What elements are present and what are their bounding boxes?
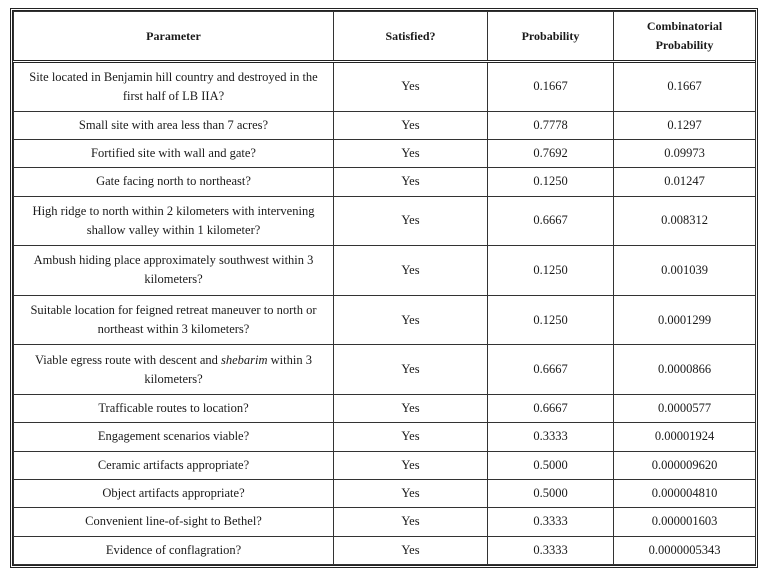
table-row	[14, 139, 756, 167]
table-row	[14, 246, 756, 296]
cell-satisfied: Yes	[334, 423, 488, 451]
cell-probability: 0.7692	[488, 139, 614, 167]
cell-satisfied: Yes	[334, 295, 488, 345]
table-row	[14, 423, 756, 451]
cell-parameter: Object artifacts appropriate?	[14, 479, 334, 507]
table-row	[14, 345, 756, 395]
cell-combinatorial: 0.00001924	[614, 423, 756, 451]
cell-satisfied: Yes	[334, 394, 488, 422]
cell-probability: 0.1250	[488, 246, 614, 296]
cell-combinatorial: 0.008312	[614, 196, 756, 246]
table-row	[14, 62, 756, 112]
cell-parameter: Site located in Benjamin hill country and destroyed in the first half of LB IIA?	[14, 62, 334, 112]
table-header-row	[14, 12, 756, 62]
cell-combinatorial: 0.1297	[614, 111, 756, 139]
table-row	[14, 196, 756, 246]
cell-satisfied: Yes	[334, 111, 488, 139]
cell-satisfied: Yes	[334, 246, 488, 296]
cell-parameter: Trafficable routes to location?	[14, 394, 334, 422]
table-row	[14, 536, 756, 564]
cell-parameter-pre: Viable egress route with descent and	[35, 352, 221, 367]
cell-parameter: Evidence of conflagration?	[14, 536, 334, 564]
cell-probability: 0.3333	[488, 508, 614, 536]
cell-combinatorial: 0.09973	[614, 139, 756, 167]
cell-probability: 0.1667	[488, 62, 614, 112]
cell-combinatorial: 0.0001299	[614, 295, 756, 345]
table-row	[14, 111, 756, 139]
cell-probability: 0.1250	[488, 168, 614, 196]
cell-parameter: Ceramic artifacts appropriate?	[14, 451, 334, 479]
cell-parameter: Ambush hiding place approximately southwest within 3 kilometers?	[14, 246, 334, 296]
table-row	[14, 451, 756, 479]
cell-parameter-post: within 3 kilometers?	[144, 352, 312, 386]
cell-satisfied: Yes	[334, 62, 488, 112]
cell-probability: 0.3333	[488, 536, 614, 564]
header-probability: Probability	[488, 12, 614, 62]
cell-combinatorial: 0.000004810	[614, 479, 756, 507]
header-parameter: Parameter	[14, 12, 334, 62]
cell-satisfied: Yes	[334, 479, 488, 507]
cell-probability: 0.7778	[488, 111, 614, 139]
cell-satisfied: Yes	[334, 345, 488, 395]
cell-combinatorial: 0.000009620	[614, 451, 756, 479]
table-row	[14, 168, 756, 196]
cell-satisfied: Yes	[334, 508, 488, 536]
cell-combinatorial: 0.01247	[614, 168, 756, 196]
cell-parameter: Convenient line-of-sight to Bethel?	[14, 508, 334, 536]
cell-combinatorial: 0.1667	[614, 62, 756, 112]
cell-parameter: Engagement scenarios viable?	[14, 423, 334, 451]
table-row	[14, 394, 756, 422]
cell-parameter-italic: shebarim	[221, 352, 268, 367]
cell-probability: 0.5000	[488, 479, 614, 507]
cell-parameter: Gate facing north to northeast?	[14, 168, 334, 196]
cell-combinatorial: 0.0000577	[614, 394, 756, 422]
cell-parameter	[14, 345, 334, 395]
cell-satisfied: Yes	[334, 196, 488, 246]
parameter-table-frame	[10, 8, 758, 568]
cell-satisfied: Yes	[334, 451, 488, 479]
cell-probability: 0.5000	[488, 451, 614, 479]
cell-probability: 0.1250	[488, 295, 614, 345]
table-row	[14, 295, 756, 345]
cell-satisfied: Yes	[334, 536, 488, 564]
cell-parameter: Fortified site with wall and gate?	[14, 139, 334, 167]
cell-parameter: Suitable location for feigned retreat maneuver to north or northeast within 3 kilometers?	[14, 295, 334, 345]
cell-combinatorial: 0.001039	[614, 246, 756, 296]
cell-parameter: Small site with area less than 7 acres?	[14, 111, 334, 139]
table-row	[14, 479, 756, 507]
header-combinatorial-probability: Combinatorial Probability	[614, 12, 756, 62]
parameter-table	[13, 11, 756, 565]
cell-parameter: High ridge to north within 2 kilometers with intervening shallow valley within 1 kilometer?	[14, 196, 334, 246]
cell-probability: 0.6667	[488, 394, 614, 422]
table-row	[14, 508, 756, 536]
cell-satisfied: Yes	[334, 139, 488, 167]
cell-probability: 0.6667	[488, 345, 614, 395]
cell-probability: 0.6667	[488, 196, 614, 246]
cell-combinatorial: 0.0000005343	[614, 536, 756, 564]
cell-combinatorial: 0.000001603	[614, 508, 756, 536]
header-satisfied: Satisfied?	[334, 12, 488, 62]
cell-combinatorial: 0.0000866	[614, 345, 756, 395]
cell-satisfied: Yes	[334, 168, 488, 196]
cell-probability: 0.3333	[488, 423, 614, 451]
